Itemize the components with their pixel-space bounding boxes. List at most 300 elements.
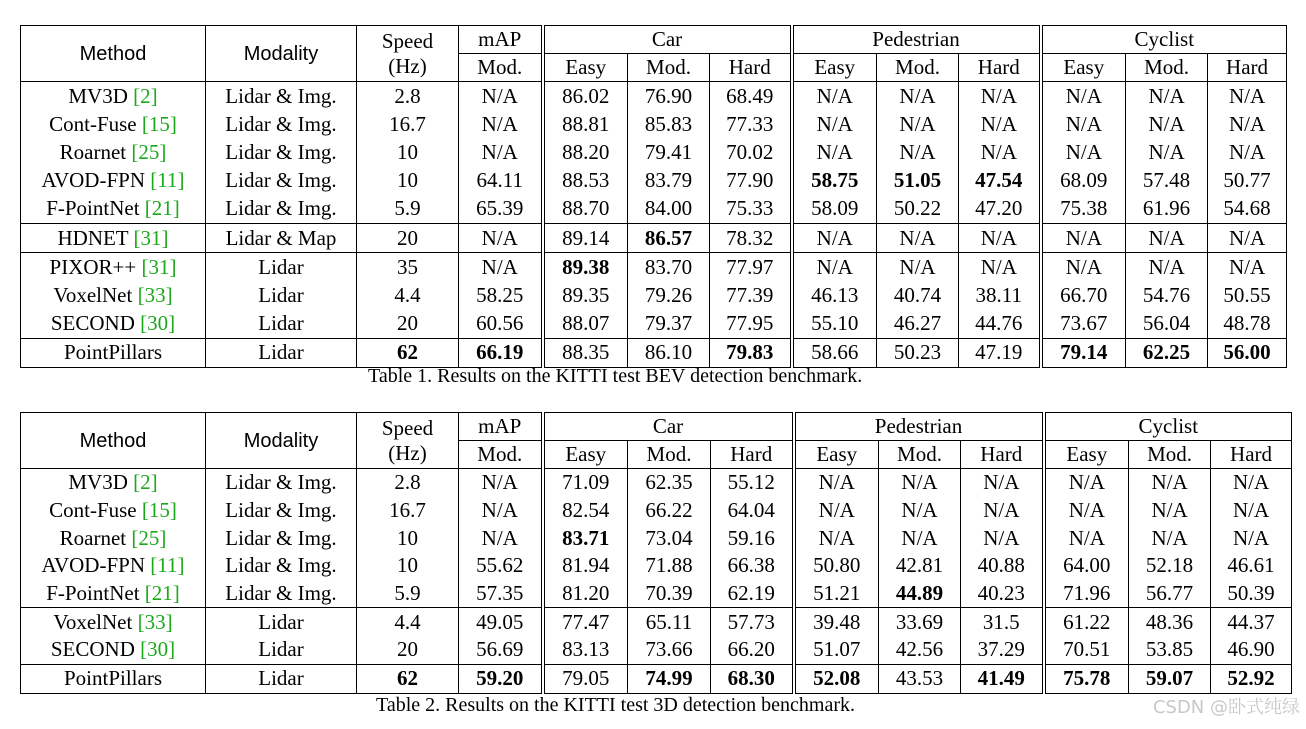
map-mod-cell: N/A (459, 497, 543, 525)
ped-hard-cell: 40.23 (961, 580, 1044, 608)
car-easy-cell: 77.47 (543, 608, 628, 636)
method-cell (21, 253, 206, 282)
modality-cell: Lidar & Img. (206, 469, 357, 497)
method-name: PointPillars (63, 340, 163, 365)
citation-link: [33] (137, 282, 173, 307)
method-cell (21, 338, 206, 367)
cyc-easy-cell: 75.78 (1044, 664, 1129, 693)
method-name: MV3D (68, 470, 134, 495)
car-easy-cell: 81.20 (543, 580, 628, 608)
ped-easy-cell: N/A (792, 110, 877, 138)
speed-cell: 62 (357, 338, 459, 367)
ped-easy-cell: 46.13 (792, 281, 877, 309)
ped-hard-cell: N/A (961, 497, 1044, 525)
cyc-easy-cell: N/A (1041, 223, 1126, 252)
table-row (21, 310, 1287, 339)
method-name: AVOD-FPN (41, 553, 151, 578)
method-header: Method (21, 413, 206, 469)
header-row (21, 413, 1292, 441)
table-body (21, 26, 1287, 368)
map-mod-header: Mod. (459, 54, 543, 82)
cyc-hard-cell: 50.39 (1211, 580, 1292, 608)
ped-mod-cell: 46.27 (877, 310, 959, 339)
modality-cell: Lidar & Img. (206, 580, 357, 608)
table-row (21, 110, 1287, 138)
car-hard-cell: 59.16 (711, 524, 794, 552)
ped-mod-cell: 42.81 (879, 552, 961, 580)
cyc-mod-cell: 56.77 (1129, 580, 1211, 608)
method-cell (21, 664, 206, 693)
3d-results-table (20, 412, 1292, 694)
table-row (21, 580, 1292, 608)
cyc-hard-cell: 56.00 (1208, 338, 1287, 367)
method-cell (21, 524, 206, 552)
cyc-mod-cell: N/A (1126, 223, 1208, 252)
cyc-hard-cell: 46.61 (1211, 552, 1292, 580)
car-mod-header: Mod. (628, 54, 710, 82)
car-hard-cell: 66.38 (711, 552, 794, 580)
table-body (21, 413, 1292, 694)
method-name: F-PointNet (46, 581, 145, 606)
method-header: Method (21, 26, 206, 82)
car-hard-header: Hard (711, 441, 794, 469)
cyc-easy-cell: N/A (1041, 82, 1126, 111)
cyc-easy-cell: N/A (1044, 524, 1129, 552)
car-header: Car (543, 413, 794, 441)
method-name: HDNET (57, 225, 134, 250)
method-name: Roarnet (59, 525, 132, 550)
ped-easy-cell: 58.75 (792, 167, 877, 195)
map-mod-cell: 59.20 (459, 664, 543, 693)
method-name: SECOND (50, 311, 141, 336)
cyc-hard-cell: N/A (1208, 138, 1287, 166)
map-mod-header: Mod. (459, 441, 543, 469)
modality-cell: Lidar (206, 281, 357, 309)
modality-cell: Lidar (206, 310, 357, 339)
cyc-hard-cell: 52.92 (1211, 664, 1292, 693)
cyc-hard-cell: N/A (1211, 497, 1292, 525)
ped-easy-cell: 52.08 (794, 664, 879, 693)
map-mod-cell: 58.25 (459, 281, 543, 309)
cyc-mod-cell: 62.25 (1126, 338, 1208, 367)
citation-link: [33] (137, 609, 173, 634)
speed-header (357, 26, 459, 82)
ped-mod-cell: 40.74 (877, 281, 959, 309)
method-name: PointPillars (63, 666, 163, 691)
method-name: AVOD-FPN (41, 168, 151, 193)
modality-cell: Lidar (206, 664, 357, 693)
map-mod-cell: N/A (459, 253, 543, 282)
car-mod-cell: 66.22 (628, 497, 711, 525)
cyc-mod-cell: 59.07 (1129, 664, 1211, 693)
ped-hard-cell: 47.19 (959, 338, 1041, 367)
ped-easy-cell: N/A (794, 524, 879, 552)
car-easy-cell: 83.71 (543, 524, 628, 552)
method-cell (21, 110, 206, 138)
table-row (21, 82, 1287, 111)
pedestrian-header: Pedestrian (794, 413, 1044, 441)
method-cell (21, 82, 206, 111)
cyc-hard-header: Hard (1211, 441, 1292, 469)
car-hard-cell: 64.04 (711, 497, 794, 525)
method-cell (21, 552, 206, 580)
cyc-easy-cell: 73.67 (1041, 310, 1126, 339)
modality-cell: Lidar (206, 636, 357, 664)
cyc-easy-cell: N/A (1041, 138, 1126, 166)
speed-cell: 20 (357, 223, 459, 252)
car-hard-cell: 78.32 (710, 223, 792, 252)
cyc-mod-cell: N/A (1126, 110, 1208, 138)
car-mod-cell: 65.11 (628, 608, 711, 636)
map-mod-cell: N/A (459, 524, 543, 552)
method-cell (21, 469, 206, 497)
method-name: MV3D (68, 83, 134, 108)
map-mod-cell: N/A (459, 223, 543, 252)
cyc-mod-cell: 53.85 (1129, 636, 1211, 664)
map-mod-cell: 56.69 (459, 636, 543, 664)
car-mod-cell: 71.88 (628, 552, 711, 580)
citation-link: [25] (131, 525, 167, 550)
modality-cell: Lidar & Img. (206, 82, 357, 111)
ped-hard-cell: N/A (959, 253, 1041, 282)
car-hard-cell: 66.20 (711, 636, 794, 664)
table-row (21, 223, 1287, 252)
ped-easy-cell: N/A (792, 82, 877, 111)
table-row (21, 552, 1292, 580)
speed-cell: 2.8 (357, 469, 459, 497)
speed-cell: 5.9 (357, 195, 459, 224)
car-hard-cell: 62.19 (711, 580, 794, 608)
ped-mod-cell: 33.69 (879, 608, 961, 636)
cyc-hard-cell: 48.78 (1208, 310, 1287, 339)
car-hard-cell: 70.02 (710, 138, 792, 166)
ped-easy-cell: 55.10 (792, 310, 877, 339)
cyclist-header: Cyclist (1041, 26, 1287, 54)
ped-hard-cell: 44.76 (959, 310, 1041, 339)
map-mod-cell: 60.56 (459, 310, 543, 339)
speed-header (357, 413, 459, 469)
method-name: PIXOR++ (49, 254, 142, 279)
ped-easy-cell: 51.21 (794, 580, 879, 608)
table-row (21, 497, 1292, 525)
modality-header: Modality (206, 413, 357, 469)
table-row (21, 524, 1292, 552)
table-row (21, 636, 1292, 664)
car-hard-cell: 77.33 (710, 110, 792, 138)
car-mod-cell: 62.35 (628, 469, 711, 497)
table-row (21, 338, 1287, 367)
car-hard-cell: 68.30 (711, 664, 794, 693)
modality-cell: Lidar (206, 338, 357, 367)
car-mod-cell: 73.04 (628, 524, 711, 552)
speed-cell: 62 (357, 664, 459, 693)
ped-hard-cell: N/A (959, 223, 1041, 252)
map-mod-cell: 57.35 (459, 580, 543, 608)
cyc-mod-cell: N/A (1126, 138, 1208, 166)
car-easy-cell: 89.14 (543, 223, 628, 252)
car-hard-cell: 77.39 (710, 281, 792, 309)
car-easy-cell: 88.70 (543, 195, 628, 224)
ped-mod-cell: N/A (877, 253, 959, 282)
speed-cell: 4.4 (357, 608, 459, 636)
header-row (21, 26, 1287, 54)
speed-cell: 20 (357, 310, 459, 339)
cyc-easy-cell: N/A (1044, 469, 1129, 497)
cyc-hard-cell: N/A (1208, 110, 1287, 138)
ped-easy-cell: 39.48 (794, 608, 879, 636)
speed-cell: 20 (357, 636, 459, 664)
car-hard-cell: 68.49 (710, 82, 792, 111)
car-mod-cell: 73.66 (628, 636, 711, 664)
speed-label: Speed (381, 28, 434, 53)
speed-cell: 2.8 (357, 82, 459, 111)
map-mod-cell: N/A (459, 138, 543, 166)
citation-link: [15] (141, 498, 177, 523)
ped-mod-cell: 44.89 (879, 580, 961, 608)
car-mod-cell: 85.83 (628, 110, 710, 138)
cyc-easy-cell: N/A (1044, 497, 1129, 525)
car-easy-cell: 89.35 (543, 281, 628, 309)
speed-label: Speed (381, 415, 434, 440)
cyc-hard-header: Hard (1208, 54, 1287, 82)
method-cell (21, 195, 206, 224)
ped-hard-cell: 47.20 (959, 195, 1041, 224)
ped-mod-cell: 43.53 (879, 664, 961, 693)
cyc-mod-cell: 56.04 (1126, 310, 1208, 339)
method-cell (21, 497, 206, 525)
ped-mod-cell: 50.23 (877, 338, 959, 367)
ped-hard-cell: 40.88 (961, 552, 1044, 580)
car-hard-cell: 77.95 (710, 310, 792, 339)
car-hard-cell: 77.90 (710, 167, 792, 195)
car-easy-cell: 88.53 (543, 167, 628, 195)
ped-mod-cell: N/A (877, 138, 959, 166)
car-easy-cell: 86.02 (543, 82, 628, 111)
cyc-hard-cell: 50.55 (1208, 281, 1287, 309)
citation-link: [25] (131, 139, 167, 164)
car-mod-cell: 70.39 (628, 580, 711, 608)
car-easy-cell: 88.07 (543, 310, 628, 339)
ped-mod-cell: N/A (879, 469, 961, 497)
car-easy-cell: 88.81 (543, 110, 628, 138)
method-name: Cont-Fuse (49, 111, 142, 136)
cyc-hard-cell: N/A (1208, 253, 1287, 282)
ped-mod-cell: 42.56 (879, 636, 961, 664)
ped-hard-cell: 31.5 (961, 608, 1044, 636)
cyc-easy-cell: 64.00 (1044, 552, 1129, 580)
cyc-mod-cell: 52.18 (1129, 552, 1211, 580)
citation-link: [2] (133, 83, 158, 108)
ped-hard-cell: 47.54 (959, 167, 1041, 195)
method-cell (21, 138, 206, 166)
citation-link: [11] (150, 168, 185, 193)
car-easy-cell: 81.94 (543, 552, 628, 580)
speed-unit: (Hz) (388, 440, 427, 465)
cyc-mod-cell: N/A (1129, 497, 1211, 525)
car-easy-cell: 71.09 (543, 469, 628, 497)
car-easy-cell: 88.35 (543, 338, 628, 367)
car-hard-cell: 79.83 (710, 338, 792, 367)
modality-header: Modality (206, 26, 357, 82)
speed-cell: 5.9 (357, 580, 459, 608)
cyc-hard-cell: 50.77 (1208, 167, 1287, 195)
car-mod-cell: 79.26 (628, 281, 710, 309)
car-mod-cell: 86.57 (628, 223, 710, 252)
modality-cell: Lidar & Img. (206, 552, 357, 580)
car-hard-cell: 57.73 (711, 608, 794, 636)
map-header: mAP (459, 413, 543, 441)
ped-mod-header: Mod. (877, 54, 959, 82)
cyc-mod-cell: 54.76 (1126, 281, 1208, 309)
car-mod-cell: 83.79 (628, 167, 710, 195)
ped-hard-cell: N/A (961, 524, 1044, 552)
method-cell (21, 223, 206, 252)
table-1-caption: Table 1. Results on the KITTI test BEV detection benchmark. (368, 365, 863, 387)
map-mod-cell: 64.11 (459, 167, 543, 195)
method-cell (21, 580, 206, 608)
ped-easy-cell: N/A (794, 469, 879, 497)
car-easy-cell: 79.05 (543, 664, 628, 693)
speed-cell: 10 (357, 138, 459, 166)
ped-easy-cell: N/A (792, 138, 877, 166)
pedestrian-header: Pedestrian (792, 26, 1041, 54)
cyc-mod-cell: 48.36 (1129, 608, 1211, 636)
table-row (21, 664, 1292, 693)
cyc-hard-cell: 46.90 (1211, 636, 1292, 664)
ped-mod-cell: N/A (879, 524, 961, 552)
car-hard-header: Hard (710, 54, 792, 82)
car-mod-cell: 86.10 (628, 338, 710, 367)
speed-cell: 10 (357, 524, 459, 552)
car-easy-cell: 89.38 (543, 253, 628, 282)
citation-link: [11] (150, 553, 185, 578)
speed-cell: 4.4 (357, 281, 459, 309)
ped-hard-header: Hard (959, 54, 1041, 82)
ped-mod-header: Mod. (879, 441, 961, 469)
cyc-hard-cell: N/A (1211, 524, 1292, 552)
cyc-easy-cell: N/A (1041, 110, 1126, 138)
cyc-easy-cell: 75.38 (1041, 195, 1126, 224)
method-cell (21, 167, 206, 195)
ped-mod-cell: N/A (877, 223, 959, 252)
method-cell (21, 281, 206, 309)
cyclist-header: Cyclist (1044, 413, 1292, 441)
car-easy-cell: 82.54 (543, 497, 628, 525)
cyc-hard-cell: N/A (1208, 223, 1287, 252)
car-easy-header: Easy (543, 54, 628, 82)
ped-mod-cell: N/A (877, 82, 959, 111)
cyc-hard-cell: N/A (1211, 469, 1292, 497)
ped-hard-cell: N/A (959, 138, 1041, 166)
ped-hard-cell: N/A (959, 110, 1041, 138)
car-mod-cell: 83.70 (628, 253, 710, 282)
speed-cell: 10 (357, 167, 459, 195)
method-name: VoxelNet (53, 609, 138, 634)
car-mod-cell: 79.41 (628, 138, 710, 166)
cyc-easy-cell: 70.51 (1044, 636, 1129, 664)
car-hard-cell: 75.33 (710, 195, 792, 224)
cyc-mod-cell: 57.48 (1126, 167, 1208, 195)
modality-cell: Lidar & Img. (206, 195, 357, 224)
cyc-mod-cell: 61.96 (1126, 195, 1208, 224)
ped-hard-cell: 37.29 (961, 636, 1044, 664)
map-mod-cell: N/A (459, 469, 543, 497)
car-easy-cell: 88.20 (543, 138, 628, 166)
table-row (21, 138, 1287, 166)
method-name: VoxelNet (53, 282, 138, 307)
modality-cell: Lidar (206, 608, 357, 636)
cyc-hard-cell: 44.37 (1211, 608, 1292, 636)
ped-easy-cell: N/A (792, 223, 877, 252)
cyc-hard-cell: N/A (1208, 82, 1287, 111)
modality-cell: Lidar & Img. (206, 524, 357, 552)
car-mod-cell: 79.37 (628, 310, 710, 339)
table-row (21, 253, 1287, 282)
car-easy-cell: 83.13 (543, 636, 628, 664)
modality-cell: Lidar & Map (206, 223, 357, 252)
method-cell (21, 608, 206, 636)
ped-hard-header: Hard (961, 441, 1044, 469)
ped-mod-cell: N/A (877, 110, 959, 138)
cyc-mod-cell: N/A (1129, 524, 1211, 552)
citation-link: [21] (144, 196, 180, 221)
map-mod-cell: 66.19 (459, 338, 543, 367)
method-name: F-PointNet (46, 196, 145, 221)
car-mod-cell: 84.00 (628, 195, 710, 224)
speed-cell: 16.7 (357, 110, 459, 138)
cyc-mod-cell: N/A (1129, 469, 1211, 497)
ped-easy-cell: N/A (792, 253, 877, 282)
ped-easy-cell: 58.66 (792, 338, 877, 367)
speed-cell: 10 (357, 552, 459, 580)
map-mod-cell: 65.39 (459, 195, 543, 224)
ped-hard-cell: N/A (961, 469, 1044, 497)
cyc-mod-cell: N/A (1126, 82, 1208, 111)
ped-easy-header: Easy (792, 54, 877, 82)
citation-link: [31] (141, 254, 177, 279)
cyc-easy-cell: 79.14 (1041, 338, 1126, 367)
method-name: SECOND (50, 637, 141, 662)
watermark: CSDN @卧式纯绿 (1152, 697, 1300, 718)
car-easy-header: Easy (543, 441, 628, 469)
modality-cell: Lidar & Img. (206, 138, 357, 166)
table-row (21, 469, 1292, 497)
method-cell (21, 310, 206, 339)
cyc-easy-header: Easy (1041, 54, 1126, 82)
citation-link: [30] (140, 311, 176, 336)
method-name: Cont-Fuse (49, 498, 142, 523)
ped-mod-cell: 51.05 (877, 167, 959, 195)
ped-easy-cell: 51.07 (794, 636, 879, 664)
table-row (21, 195, 1287, 224)
table-row (21, 608, 1292, 636)
modality-cell: Lidar & Img. (206, 167, 357, 195)
ped-easy-cell: N/A (794, 497, 879, 525)
speed-unit: (Hz) (388, 53, 427, 78)
cyc-easy-cell: N/A (1041, 253, 1126, 282)
car-mod-cell: 74.99 (628, 664, 711, 693)
method-name: Roarnet (59, 139, 132, 164)
ped-hard-cell: N/A (959, 82, 1041, 111)
map-mod-cell: 49.05 (459, 608, 543, 636)
citation-link: [2] (133, 470, 158, 495)
method-cell (21, 636, 206, 664)
ped-easy-cell: 58.09 (792, 195, 877, 224)
ped-hard-cell: 41.49 (961, 664, 1044, 693)
ped-mod-cell: N/A (879, 497, 961, 525)
cyc-mod-cell: N/A (1126, 253, 1208, 282)
cyc-easy-header: Easy (1044, 441, 1129, 469)
